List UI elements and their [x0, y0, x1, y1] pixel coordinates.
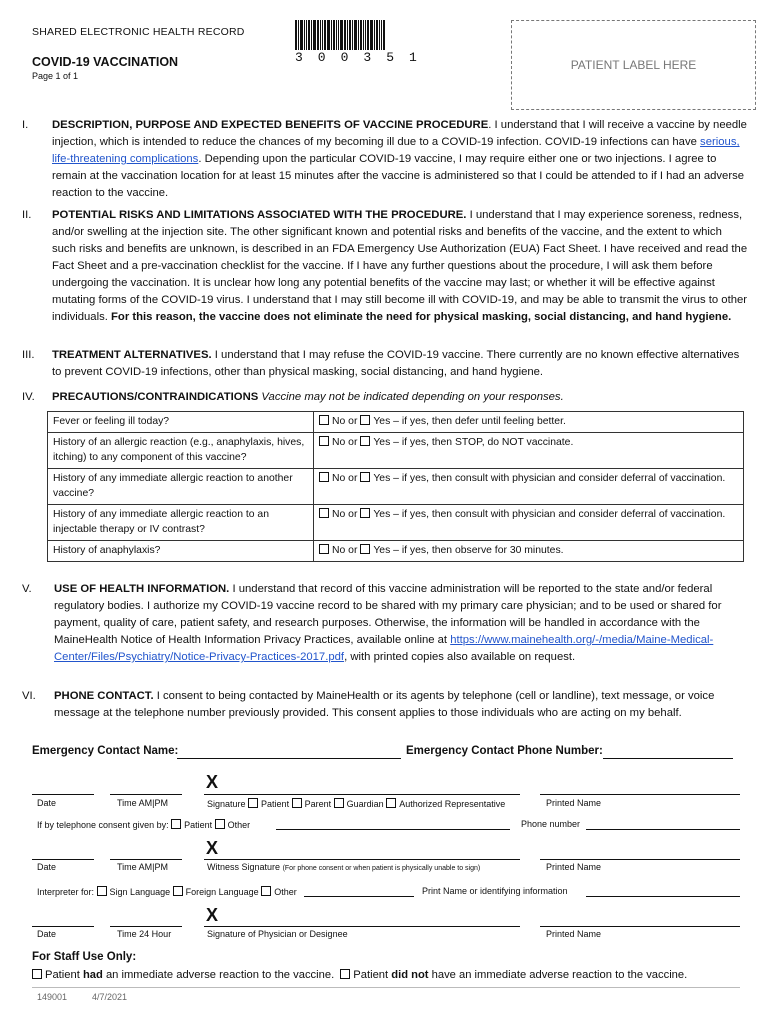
- witness-printed-name-label: Printed Name: [546, 862, 602, 872]
- print-id-field[interactable]: [586, 896, 740, 897]
- staff-opt1-pre: Patient: [45, 969, 83, 981]
- form-number: 149001: [37, 992, 68, 1002]
- barcode-number: 300351: [295, 50, 432, 65]
- date-field[interactable]: [32, 794, 94, 795]
- answer-cell: [314, 505, 744, 541]
- section-5-text-end: , with printed copies also available on request.: [344, 651, 576, 663]
- section-5-text: I understand that record of this vaccine administration will be reported to the state and/or federal regulatory bodies. I authorize my COVID-19 vaccine record to be shared with my primary care physician; and to be used or shared for payment, quality of care, patient safety, and research purposes. Otherwise, the information will be handled in accordance with the MaineHealth Notice of Health Information Privacy Practices, available online at: [54, 583, 722, 646]
- section-1-text-a: . I understand that I will receive a vaccine by needle injection, which is intended to reduce the chances of my becoming ill due to a COVID-19 infection. COVID-19 infections can have: [52, 119, 747, 148]
- physician-x-mark: X: [206, 905, 219, 925]
- record-type: SHARED ELECTRONIC HEALTH RECORD: [32, 26, 245, 38]
- answer-cell: [314, 541, 744, 562]
- privacy-practices-link[interactable]: https://www.mainehealth.org/-/media/Maine-Medical-Center/Files/Psychiatry/Notice-Privacy-Practices-2017.pdf: [54, 634, 714, 663]
- emergency-name-field[interactable]: [177, 758, 401, 759]
- section-2-text: I understand that I may experience soreness, redness, and/or swelling at the injection site. The other significant known and potential risks and benefits of the vaccine, and the extent to which such risks and benefits are unknown, is described in an FDA Emergency Use Authorization (EUA) Fact Sheet. I have received and read the Fact Sheet and a pre-vaccination checklist for the vaccine. If I have any further questions about the procedure, I will ask them before undergoing the vaccination. It is unclear how long any potential benefits of the vaccine may last; or whether it will be effective against mutating forms of the COVID-19 virus. I understand that I may still become ill with COVID-19, and may be able to transmit the virus to other individuals.: [52, 209, 748, 323]
- phone-number-field[interactable]: [586, 829, 740, 830]
- question-cell: History of any immediate allergic reaction to another vaccine?: [48, 469, 314, 505]
- section-4-note: Vaccine may not be indicated depending on your responses.: [261, 391, 564, 403]
- form-date: 4/7/2021: [92, 992, 128, 1002]
- emergency-name-label: Emergency Contact Name:: [32, 745, 179, 757]
- section-6-text: I consent to being contacted by MaineHealth or its agents by telephone (cell or landline), text message, or voice message at the telephone number previously provided. This consent applies to those individuals who are acting on my behalf.: [54, 690, 715, 719]
- section-3-numeral: III.: [22, 349, 35, 361]
- witness-signature-field[interactable]: [204, 859, 520, 860]
- staff-opt2-pre: Patient: [353, 969, 392, 981]
- yes-label: Yes – if yes, then consult with physician and consider deferral of vaccination.: [373, 509, 726, 520]
- yes-label: Yes – if yes, then consult with physician and consider deferral of vaccination.: [373, 473, 726, 484]
- emergency-phone-label: Emergency Contact Phone Number:: [406, 745, 603, 757]
- time-label: Time AM|PM: [117, 798, 169, 808]
- phone-consent-other-label: Other: [227, 820, 251, 830]
- guardian-checkbox[interactable]: [334, 798, 344, 808]
- section-1: [22, 117, 748, 202]
- no-label: No or: [332, 509, 358, 520]
- yes-label: Yes – if yes, then observe for 30 minutes.: [373, 545, 564, 556]
- had-reaction-checkbox[interactable]: [32, 969, 42, 979]
- section-2: [22, 207, 748, 326]
- answer-cell: [314, 433, 744, 469]
- signature-x-mark: X: [206, 772, 219, 792]
- witness-note: (For phone consent or when patient is physically unable to sign): [282, 865, 481, 872]
- sign-language-label: Sign Language: [109, 887, 171, 897]
- interpreter-label: Interpreter for:: [37, 887, 95, 897]
- patient-label: Patient: [261, 799, 290, 809]
- date-label: Date: [37, 798, 57, 808]
- foreign-language-label: Foreign Language: [185, 887, 259, 897]
- no-checkbox[interactable]: [319, 436, 329, 446]
- section-4-heading: PRECAUTIONS/CONTRAINDICATIONS: [52, 391, 259, 403]
- witness-x-mark: X: [206, 838, 219, 858]
- yes-checkbox[interactable]: [360, 544, 370, 554]
- patient-checkbox[interactable]: [248, 798, 258, 808]
- question-cell: History of anaphylaxis?: [48, 541, 314, 562]
- printed-name-label: Printed Name: [546, 798, 602, 808]
- witness-label-group: [207, 862, 480, 872]
- table-row: [48, 469, 744, 505]
- no-reaction-checkbox[interactable]: [340, 969, 350, 979]
- authorized-rep-checkbox[interactable]: [386, 798, 396, 808]
- section-4-numeral: IV.: [22, 391, 35, 403]
- patient-label-box: [511, 20, 756, 110]
- section-4: [22, 389, 748, 406]
- witness-printed-name-field[interactable]: [540, 859, 740, 860]
- phone-consent-group: [37, 819, 250, 830]
- print-id-label: Print Name or identifying information: [422, 886, 568, 896]
- phone-number-label: Phone number: [521, 819, 581, 829]
- footer-divider: [32, 987, 740, 988]
- answer-cell: [314, 412, 744, 433]
- witness-date-label: Date: [37, 862, 57, 872]
- yes-checkbox[interactable]: [360, 508, 370, 518]
- section-2-heading: POTENTIAL RISKS AND LIMITATIONS ASSOCIATED WITH THE PROCEDURE.: [52, 209, 467, 221]
- table-row: [48, 541, 744, 562]
- answer-cell: [314, 469, 744, 505]
- yes-label: Yes – if yes, then defer until feeling better.: [373, 416, 566, 427]
- patient-label-text: PATIENT LABEL HERE: [570, 58, 697, 72]
- signature-label-group: [207, 798, 505, 809]
- foreign-language-checkbox[interactable]: [173, 886, 183, 896]
- no-checkbox[interactable]: [319, 544, 329, 554]
- question-cell: History of any immediate allergic reaction to an injectable therapy or IV contrast?: [48, 505, 314, 541]
- complications-link[interactable]: serious, life-threatening complications: [52, 136, 740, 165]
- question-cell: Fever or feeling ill today?: [48, 412, 314, 433]
- physician-signature-label: Signature of Physician or Designee: [207, 929, 348, 939]
- section-3-text: I understand that I may refuse the COVID-19 vaccine. There currently are no known effective alternatives to prevent COVID-19 infections, other than physical masking, social distancing, and hand hygiene.: [52, 349, 740, 378]
- phone-consent-other-checkbox[interactable]: [215, 819, 225, 829]
- table-row: [48, 412, 744, 433]
- question-cell: History of an allergic reaction (e.g., anaphylaxis, hives, itching) to any component of this vaccine?: [48, 433, 314, 469]
- section-5-heading: USE OF HEALTH INFORMATION.: [54, 583, 230, 595]
- phone-consent-other-field[interactable]: [276, 829, 510, 830]
- staff-opt1-bold: had: [82, 969, 103, 981]
- section-6-heading: PHONE CONTACT.: [54, 690, 154, 702]
- section-2-bold-end: For this reason, the vaccine does not eliminate the need for physical masking, social distancing, and hand hygiene.: [111, 311, 732, 323]
- section-6-numeral: VI.: [22, 690, 36, 702]
- witness-time-field[interactable]: [110, 859, 182, 860]
- section-3: [22, 347, 748, 381]
- interpreter-other-label: Other: [274, 887, 297, 897]
- yes-checkbox[interactable]: [360, 415, 370, 425]
- section-3-heading: TREATMENT ALTERNATIVES.: [52, 349, 212, 361]
- signature-label: Signature: [207, 799, 246, 809]
- time-field[interactable]: [110, 794, 182, 795]
- section-6: [22, 688, 748, 722]
- physician-date-field[interactable]: [32, 926, 94, 927]
- section-1-numeral: I.: [22, 119, 29, 131]
- staff-opt2-post: have an immediate adverse reaction to the vaccine.: [428, 969, 688, 981]
- interpreter-other-field[interactable]: [304, 896, 414, 897]
- phone-consent-patient-checkbox[interactable]: [171, 819, 181, 829]
- emergency-phone-field[interactable]: [603, 758, 733, 759]
- signature-field[interactable]: [204, 794, 520, 795]
- physician-signature-field[interactable]: [204, 926, 520, 927]
- staff-options: [32, 969, 687, 981]
- table-row: [48, 433, 744, 469]
- section-5-numeral: V.: [22, 583, 32, 595]
- authorized-rep-label: Authorized Representative: [399, 799, 506, 809]
- no-checkbox[interactable]: [319, 415, 329, 425]
- yes-checkbox[interactable]: [360, 472, 370, 482]
- parent-label: Parent: [304, 799, 332, 809]
- witness-date-field[interactable]: [32, 859, 94, 860]
- witness-time-label: Time AM|PM: [117, 862, 169, 872]
- no-checkbox[interactable]: [319, 508, 329, 518]
- yes-label: Yes – if yes, then STOP, do NOT vaccinate.: [373, 437, 574, 448]
- staff-opt1-post: an immediate adverse reaction to the vaccine.: [102, 969, 335, 981]
- physician-date-label: Date: [37, 929, 57, 939]
- no-label: No or: [332, 416, 358, 427]
- no-label: No or: [332, 473, 358, 484]
- table-row: [48, 505, 744, 541]
- physician-time-field[interactable]: [110, 926, 182, 927]
- no-label: No or: [332, 545, 358, 556]
- form-title: COVID-19 VACCINATION: [32, 55, 179, 69]
- printed-name-field[interactable]: [540, 794, 740, 795]
- staff-heading: For Staff Use Only:: [32, 951, 137, 963]
- witness-signature-label: Witness Signature: [207, 862, 281, 872]
- no-checkbox[interactable]: [319, 472, 329, 482]
- section-5: [22, 581, 748, 666]
- interpreter-other-checkbox[interactable]: [261, 886, 271, 896]
- section-2-numeral: II.: [22, 209, 32, 221]
- section-1-heading: DESCRIPTION, PURPOSE AND EXPECTED BENEFITS OF VACCINE PROCEDURE: [52, 119, 489, 131]
- precautions-table: [47, 411, 744, 562]
- guardian-label: Guardian: [346, 799, 384, 809]
- interpreter-group: [37, 886, 297, 897]
- physician-time-label: Time 24 Hour: [117, 929, 172, 939]
- sign-language-checkbox[interactable]: [97, 886, 107, 896]
- phone-consent-label: If by telephone consent given by:: [37, 820, 169, 830]
- physician-printed-name-field[interactable]: [540, 926, 740, 927]
- barcode: [295, 20, 432, 65]
- page-info: Page 1 of 1: [32, 71, 79, 81]
- yes-checkbox[interactable]: [360, 436, 370, 446]
- no-label: No or: [332, 437, 358, 448]
- barcode-bars: [295, 20, 432, 50]
- section-1-text-b: . Depending upon the particular COVID-19 vaccine, I may require either one or two injections. I agree to remain at the vaccination location for at least 15 minutes after the vaccine is administered so that I could be attended to if I had an adverse reaction to the vaccine.: [52, 153, 745, 199]
- staff-opt2-bold: did not: [391, 969, 429, 981]
- phone-consent-patient-label: Patient: [184, 820, 213, 830]
- physician-printed-name-label: Printed Name: [546, 929, 602, 939]
- parent-checkbox[interactable]: [292, 798, 302, 808]
